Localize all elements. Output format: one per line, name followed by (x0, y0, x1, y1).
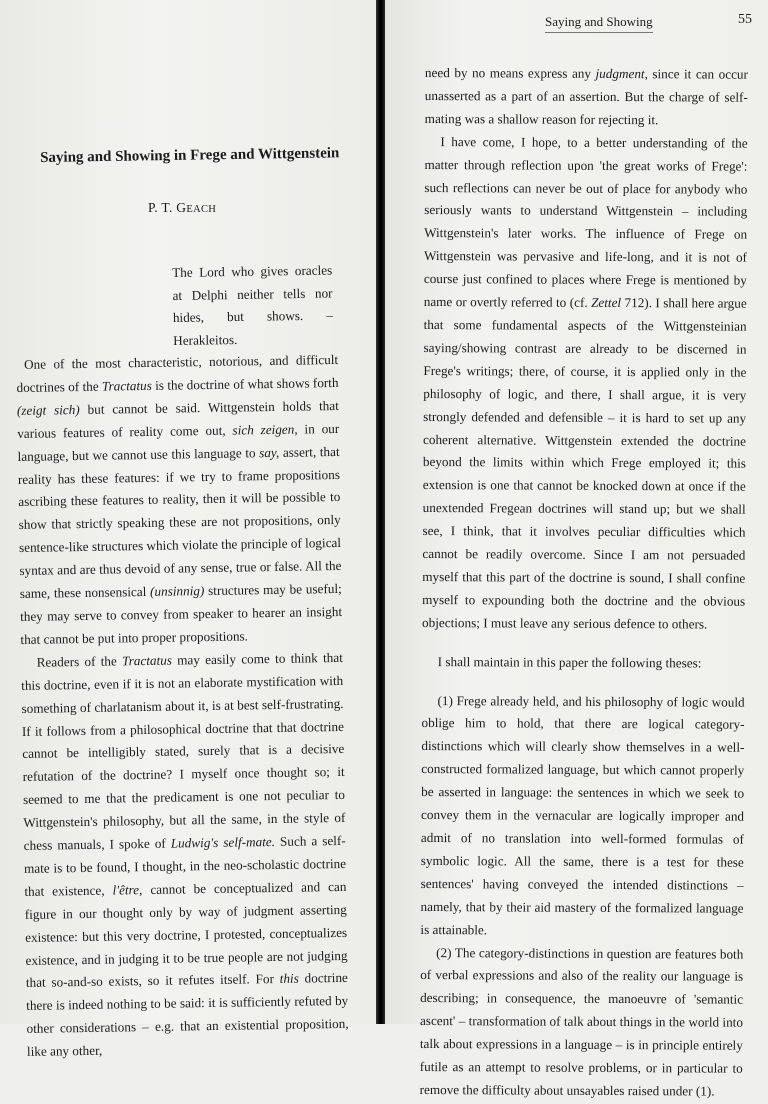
text-run: 712). I shall here argue that some fundamental aspects of the Wittgensteinian saying/showing contrast are already to be discerned in Frege's writings; there, of course, it is applied only in the philosophy of logic, and there, I shall argue, it is very strongly defended and defensible – it is hard to set up any coherent alternative. Wittgenstein extended the doctrine beyond the limits within which Frege employed it; this extension is one that cannot be knocked down at once if the unextended Fregean doctrines will stand up; but we shall see, I think, that it involves peculiar difficulties which cannot be readily overcome. Since I am not persuaded myself that this part of the doctrine is sound, I shall confine myself to expounding both the doctrine and the obvious objections; I must leave any serious defence to others. (422, 295, 747, 632)
text-run: I have come, I hope, to a better understanding of the matter through reflection upon 'the great works of Frege': such reflections can never be out of place for anybody who seriously wants to understand Wittgenstein – including Wittgenstein's later works. The influence of Frege on Wittgenstein was pervasive and life-long, and it is not of course just confined to places where Frege is mentioned by name or overtly referred to (cf. (423, 133, 748, 310)
author-initials: P. T. G (148, 200, 187, 215)
text-run: since it can occur unasserted as a part of an assertion. But the charge of self-mating was a shallow reason for rejecting it. (424, 66, 748, 128)
running-head: Saying and Showing (545, 14, 653, 29)
italic-run: Ludwig's self-mate. (170, 834, 276, 851)
paragraph (425, 62, 748, 132)
paragraph (16, 349, 343, 652)
italic-run: Tractatus (121, 652, 173, 669)
italic-run: say, (259, 444, 280, 460)
italic-run: (zeigt sich) (16, 401, 80, 418)
italic-run: this (279, 971, 299, 987)
italic-run: l'être, (112, 881, 143, 898)
text-run: structures may be useful; they may serve to convey from speaker to hearer an insight that cannot be put into proper propositions. (20, 580, 343, 647)
paragraph: I shall maintain in this paper the following theses: (437, 653, 702, 671)
book-gutter (376, 0, 385, 1024)
thesis-1: (1) Frege already held, and his philosophy of logic would oblige him to hold, that there are logical category-distinctions which will clearly show themselves in a well-constructed formalized language, but which cannot properly be asserted in language: the sentences in which we seek to convey them in the vernacular are logically improper and admit of no translation into well-formed formulas of symbolic logic. All the same, there is a test for these sentences' having conveyed the intended distinctions – namely, that by their aid mastery of the formalized language is attainable. (420, 692, 745, 937)
italic-run: sich zeigen, (232, 421, 298, 438)
paragraph (422, 131, 748, 637)
right-page (385, 0, 768, 1099)
text-run: need by no means express any (424, 64, 596, 81)
text-run: is the doctrine of what shows forth (151, 374, 339, 393)
text-run: doctrine there is indeed nothing to be said: it is sufficiently refuted by other considerations – e.g. that an existential proposition, like any other, (26, 970, 349, 1060)
epigraph: The Lord who gives oracles at Delphi neither tells nor hides, but shows. – Herakleitos. (172, 262, 333, 348)
left-body-text (16, 349, 349, 1064)
page-number: 55 (738, 12, 752, 27)
italic-run: (unsinnig) (149, 583, 205, 599)
text-run: Readers of the (36, 653, 123, 670)
paragraph (21, 647, 349, 1064)
text-run: One of the most characteristic, notorious, and difficult doctrines of the (16, 351, 339, 395)
left-page (0, 0, 376, 1060)
italic-run: judgment, (595, 65, 648, 82)
author-name (148, 200, 216, 216)
text-run: assert, that reality has these features: if we try to frame propositions ascribing these features to reality, then it will be possible to show that strictly speaking these are not propositions, only sentence-like structures which violate the principle of logical syntax and are thus devoid of any sense, true or false. All the same, these nonsensical (17, 443, 342, 602)
text-run: may easily come to think that this doctrine, even if it is not an elaborate mystification with something of charlatanism about it, is at best self-frustrating. If it follows from a philosophical doctrine that that doctrine cannot be intelligibly stated, surely that is a decisive refutation of the doctrine? I myself once thought so; it seemed to me that the predicament is one not peculiar to Wittgenstein's philosophy, but all the same, in the style of chess manuals, I spoke of (21, 649, 346, 853)
text-run: but cannot be said. Wittgenstein holds that various features of reality come out, (17, 397, 339, 441)
text-run: in our language, but we cannot use this language to (17, 420, 340, 464)
thesis-2: (2) The category-distinctions in question are features both of verbal expressions and also of the reality our language is describing; in consequence, the manoeuvre of 'semantic ascent' – transformation of talk about things in the world into talk about expressions in a language – is in principle entirely futile as an attempt to resolve problems, or in particular to remove the difficulty about unsayables raised under (1). (419, 944, 744, 1099)
article-title: Saying and Showing in Frege and Wittgenstein (40, 145, 340, 166)
italic-run: Zettel (591, 294, 622, 311)
author-surname-smallcaps: EACH (186, 204, 217, 215)
right-body-text (420, 62, 748, 1104)
text-run: cannot be conceptualized and can figure in our thought only by way of judgment asserting existence: but this very doctrine, I protested, conceptualizes existence, and in judging it to be true people are not judging that so-and-so exists, so it refutes itself. For (24, 878, 348, 991)
text-run: Such a self-mate is to be found, I thought, in the neo-scholastic doctrine that existence, (23, 832, 347, 899)
italic-run: Tractatus (101, 377, 152, 394)
